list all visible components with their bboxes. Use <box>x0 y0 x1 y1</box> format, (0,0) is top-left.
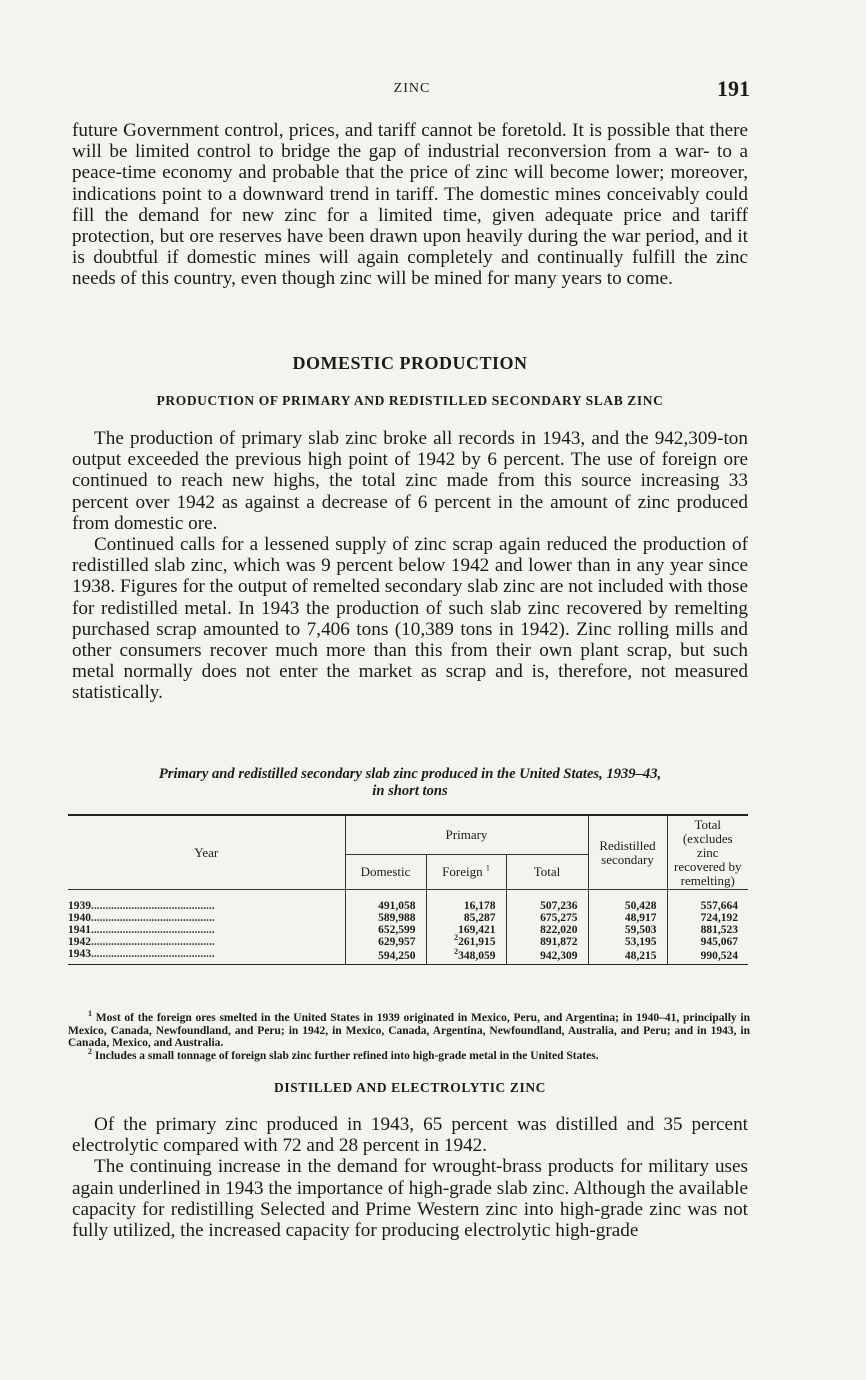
row-foreign <box>426 900 506 912</box>
page-number: 191 <box>717 76 750 101</box>
row-redistilled: 50,428 <box>588 900 667 912</box>
dot-leader: ........................................... <box>91 948 215 960</box>
row-grand-total: 990,524 <box>667 948 748 965</box>
header-total: Total <box>506 855 588 890</box>
distilled-paragraph-1: Of the primary zinc produced in 1943, 65 percent was distilled and 35 percent electrolytic compared with 72 and 28 percent in 1942. <box>72 1114 748 1157</box>
row-total: 675,275 <box>506 912 588 924</box>
row-grand-total: 881,523 <box>667 924 748 936</box>
row-year <box>68 900 345 912</box>
row-year-value: 1941 <box>68 924 91 936</box>
subsection2-heading: DISTILLED AND ELECTROLYTIC ZINC <box>273 1080 547 1095</box>
row-redistilled: 48,917 <box>588 912 667 924</box>
row-foreign-footnote-marker: 2 <box>454 933 459 943</box>
row-foreign <box>426 912 506 924</box>
header-domestic: Domestic <box>345 855 426 890</box>
header-grand-total: Total (excludes zinc recovered by remelting) <box>667 815 748 890</box>
row-domestic: 652,599 <box>345 924 426 936</box>
row-domestic: 594,250 <box>345 948 426 965</box>
footnote-1-text: Most of the foreign ores smelted in the United States in 1939 originated in Mexico, Peru, and Argentina; in 1940–41, principally in Mexico, Canada, Newfoundland, and Peru; in 1942, in Mexico, Canada, Argentina, Newfoundland, Australia, and Peru; and in 1943, in Canada, Mexico, and Australia. <box>68 1012 750 1049</box>
row-domestic: 491,058 <box>345 900 426 912</box>
table-row <box>68 912 748 924</box>
footnote-1-marker: 1 <box>88 1009 92 1019</box>
row-foreign-value: 348,059 <box>458 950 496 962</box>
running-head <box>72 78 752 102</box>
dot-leader: ........................................... <box>91 924 215 936</box>
dot-leader: ........................................... <box>91 936 215 948</box>
production-table <box>68 814 748 965</box>
row-foreign <box>426 948 506 965</box>
row-redistilled: 59,503 <box>588 924 667 936</box>
row-year <box>68 912 345 924</box>
table-footnotes <box>68 1009 750 1062</box>
row-domestic: 589,988 <box>345 912 426 924</box>
header-primary: Primary <box>345 815 588 855</box>
table-caption-line-1: Primary and redistilled secondary slab zinc produced in the United States, 1939–43, <box>158 766 662 782</box>
header-foreign-label: Foreign <box>442 864 483 879</box>
row-year <box>68 924 345 936</box>
intro-paragraph-block <box>72 120 748 290</box>
footnote-1 <box>68 1009 750 1050</box>
intro-paragraph: future Government control, prices, and tariff cannot be foretold. It is possible that there will be limited control to bridge the gap of industrial reconversion from a war- to a peace-time economy and probable that the price of zinc will become lower; moreover, indications point to a downward trend in tariff. The domestic mines conceivably could fill the demand for new zinc for a limited time, given adequate price and tariff protection, but ore reserves have been drawn upon heavily during the war period, and it is doubtful if domestic mines will again completely and continually fulfill the zinc needs of this country, even though zinc will be mined for many years to come. <box>72 120 748 290</box>
dot-leader: ........................................... <box>91 900 215 912</box>
row-total: 822,020 <box>506 924 588 936</box>
row-foreign-value: 16,178 <box>463 900 496 912</box>
table-caption-line-2: in short tons <box>372 783 448 799</box>
row-year-value: 1939 <box>68 900 91 912</box>
row-foreign-value: 85,287 <box>463 912 496 924</box>
header-redistilled: Redistilled secondary <box>588 815 667 890</box>
subsection-heading: PRODUCTION OF PRIMARY AND REDISTILLED SECONDARY SLAB ZINC <box>156 393 664 408</box>
running-head-title: ZINC <box>393 81 431 96</box>
table-spacer-row <box>68 890 748 901</box>
production-text-block <box>72 428 748 704</box>
header-foreign <box>426 855 506 890</box>
row-redistilled: 53,195 <box>588 936 667 948</box>
row-foreign-footnote-marker: 2 <box>454 947 459 957</box>
distilled-text-block <box>72 1114 748 1241</box>
table-row <box>68 900 748 912</box>
table-row <box>68 948 748 965</box>
row-grand-total: 945,067 <box>667 936 748 948</box>
row-year <box>68 948 345 965</box>
row-foreign-value: 169,421 <box>458 924 496 936</box>
production-paragraph-1: The production of primary slab zinc broke all records in 1943, and the 942,309-ton output exceeded the previous high point of 1942 by 6 percent. The use of foreign ore continued to reach new highs, the total zinc made from this source increasing 33 percent over 1942 as against a decrease of 6 percent in the amount of zinc produced from domestic ore. <box>72 428 748 534</box>
row-year-value: 1943 <box>68 948 91 960</box>
dot-leader: ........................................... <box>91 912 215 924</box>
row-grand-total: 557,664 <box>667 900 748 912</box>
row-total: 507,236 <box>506 900 588 912</box>
row-foreign <box>426 924 506 936</box>
row-year <box>68 936 345 948</box>
footnote-2-marker: 2 <box>88 1046 92 1056</box>
footnote-2-text: Includes a small tonnage of foreign slab zinc further refined into high-grade metal in the United States. <box>94 1049 599 1062</box>
row-year-value: 1942 <box>68 936 91 948</box>
row-year-value: 1940 <box>68 912 91 924</box>
header-foreign-footnote-marker: 1 <box>485 863 490 873</box>
footnote-2 <box>68 1046 750 1063</box>
section-heading: DOMESTIC PRODUCTION <box>292 353 528 373</box>
table-row <box>68 924 748 936</box>
header-year: Year <box>68 815 345 890</box>
table-caption <box>72 766 748 800</box>
row-foreign-value: 261,915 <box>458 936 496 948</box>
row-total: 942,309 <box>506 948 588 965</box>
row-foreign <box>426 933 506 948</box>
row-domestic: 629,957 <box>345 936 426 948</box>
row-redistilled: 48,215 <box>588 948 667 965</box>
row-total: 891,872 <box>506 936 588 948</box>
row-grand-total: 724,192 <box>667 912 748 924</box>
production-paragraph-2: Continued calls for a lessened supply of zinc scrap again reduced the production of redistilled slab zinc, which was 9 percent below 1942 and lower than in any year since 1938. Figures for the output of remelted secondary slab zinc are not included with those for redistilled metal. In 1943 the production of such slab zinc recovered by remelting purchased scrap amounted to 7,406 tons (10,389 tons in 1942). Zinc rolling mills and other consumers recover much more than this from their own plant scrap, but such metal normally does not enter the market as scrap and is, therefore, not measured statistically. <box>72 534 748 704</box>
distilled-paragraph-2: The continuing increase in the demand for wrought-brass products for military uses again underlined in 1943 the importance of high-grade slab zinc. Although the available capacity for redistilling Selected and Prime Western zinc into high-grade zinc was not fully utilized, the increased capacity for producing electrolytic high-grade <box>72 1156 748 1242</box>
table-row <box>68 936 748 948</box>
